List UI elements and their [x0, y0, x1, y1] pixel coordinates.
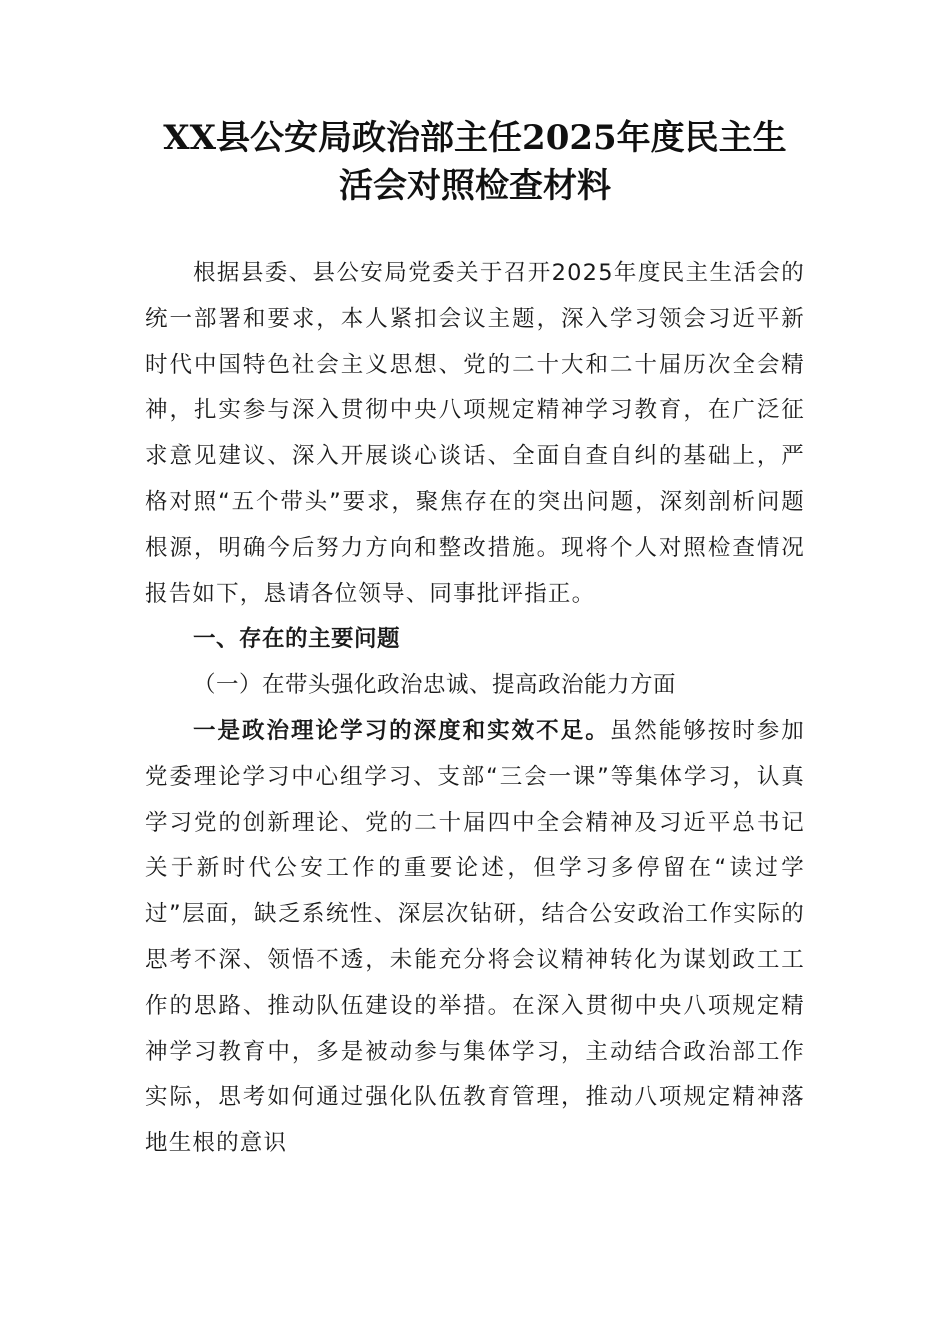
document-title [100, 114, 850, 210]
title-line-1: XX县公安局政治部主任2025年度民主生 [163, 118, 787, 158]
point-text: 虽然能够按时参加党委理论学习中心组学习、支部“三会一课”等集体学习，认真学习党的创新理论、党的二十届四中全会精神及习近平总书记关于新时代公安工作的重要论述，但学习多停留在“读过学过”层面，缺乏系统性、深层次钻研，结合公安政治工作实际的思考不深、领悟不透，未能充分将会议精神转化为谋划政工工作的思路、推动队伍建设的举措。在深入贯彻中央八项规定精神学习教育中，多是被动参与集体学习，主动结合政治部工作实际，思考如何通过强化队伍教育管理，推动八项规定精神落地生根的意识 [145, 717, 805, 1157]
intro-paragraph: 根据县委、县公安局党委关于召开2025年度民主生活会的统一部署和要求，本人紧扣会议主题，深入学习领会习近平新时代中国特色社会主义思想、党的二十大和二十届历次全会精神，扎实参与深入贯彻中央八项规定精神学习教育，在广泛征求意见建议、深入开展谈心谈话、全面自查自纠的基础上，严格对照“五个带头”要求，聚焦存在的突出问题，深刻剖析问题根源，明确今后努力方向和整改措施。现将个人对照检查情况报告如下，恳请各位领导、同事批评指正。 [145, 260, 805, 607]
point-lead: 一是政治理论学习的深度和实效不足。 [193, 717, 610, 744]
section-heading: 一、存在的主要问题 [193, 626, 401, 653]
title-line-2: 活会对照检查材料 [339, 166, 611, 206]
subsection-heading: （一）在带头强化政治忠诚、提高政治能力方面 [193, 672, 677, 699]
point-paragraph [145, 709, 805, 1167]
document-body [145, 251, 805, 1167]
